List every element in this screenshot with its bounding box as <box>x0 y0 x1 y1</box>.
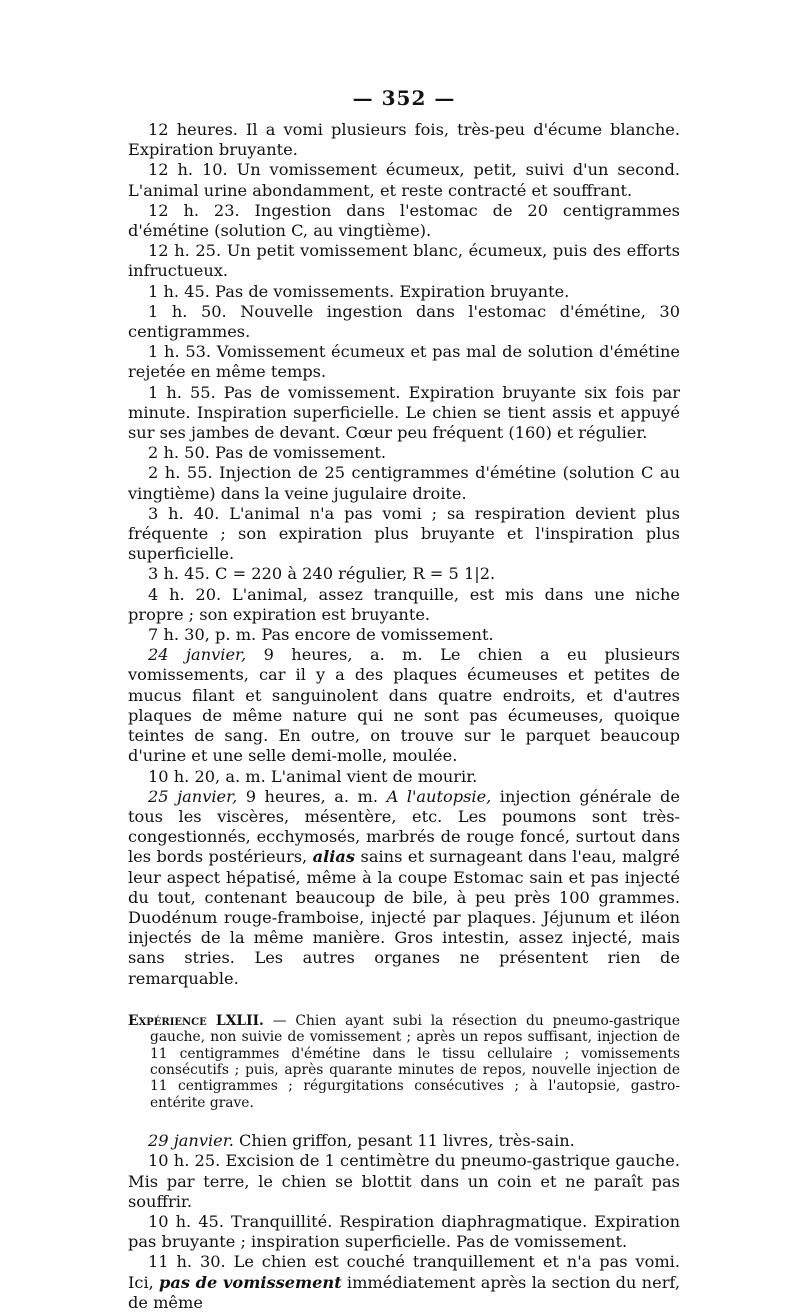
paragraph-text: 11 h. 30. Le chien est couché tranquillement et n'a pas vomi. Ici, <box>128 1252 680 1292</box>
paragraph-text: injection générale de tous les viscères, mésentère, etc. Les poumons sont très-congestionnés, ecchymosés, marbrés de rouge foncé, surtout dans les bords postérieurs, <box>128 786 680 867</box>
paragraph: 2 h. 55. Injection de 25 centigrammes d'émétine (solution C au vingtième) dans la veine jugulaire droite. <box>128 463 680 503</box>
paragraph-25-janvier <box>128 787 680 989</box>
experience-title: Expérience LXLII. <box>128 1012 264 1029</box>
experience-summary <box>128 1013 680 1111</box>
paragraph: 10 h. 25. Excision de 1 centimètre du pneumo-gastrique gauche. Mis par terre, le chien se blottit dans un coin et ne paraît pas souffrir. <box>128 1151 680 1211</box>
paragraph: 12 h. 25. Un petit vomissement blanc, écumeux, puis des efforts infructueux. <box>128 241 680 281</box>
paragraph: 1 h. 50. Nouvelle ingestion dans l'estomac d'émétine, 30 centigrammes. <box>128 301 680 342</box>
paragraph-text: 9 heures, a. m. Le chien a eu plusieurs vomissements, car il y a des plaques écumeuses et petites de mucus filant et sanguinolent dans quatre endroits, et d'autres plaques de même nature qui ne sont pas écumeuses, quoique teintes de sang. En outre, on trouve sur le parquet beaucoup d'urine et une selle demi-molle, moulée. <box>128 645 680 766</box>
paragraph: 12 h. 23. Ingestion dans l'estomac de 20 centigrammes d'émétine (solution C, au vingtième). <box>128 200 680 241</box>
paragraph-text: Chien griffon, pesant 11 livres, très-sain. <box>233 1131 575 1151</box>
emphasis-text: pas de vomissement <box>159 1272 342 1292</box>
paragraph: 1 h. 55. Pas de vomissement. Expiration bruyante six fois par minute. Inspiration superficielle. Le chien se tient assis et appuyé sur ses jambes de devant. Cœur peu fréquent (160) et régulier. <box>128 382 680 443</box>
date-29-janvier: 29 janvier. <box>148 1131 234 1151</box>
paragraph: 4 h. 20. L'animal, assez tranquille, est mis dans une niche propre ; son expiration est bruyante. <box>128 584 680 624</box>
book-page <box>128 86 680 1313</box>
date-25-janvier: 25 janvier, <box>148 786 238 806</box>
paragraph: 2 h. 50. Pas de vomissement. <box>148 443 387 463</box>
paragraph: 10 h. 20, a. m. L'animal vient de mourir. <box>148 766 478 786</box>
experience-text: — Chien ayant subi la résection du pneumo-gastrique gauche, non suivie de vomissement ; après un repos suffisant, injection de 11 centigrammes d'émétine dans le tissu cellulaire ; vomissements consécutifs ; puis, après quarante minutes de repos, nouvelle injection de 11 centigrammes ; régurgitations consécutives ; à l'autopsie, gastro-entérite grave. <box>150 1012 680 1111</box>
paragraph: 1 h. 53. Vomissement écumeux et pas mal de solution d'émétine rejetée en même temps. <box>128 342 680 382</box>
paragraph-text: immédiatement après la section du nerf, de même <box>128 1272 680 1312</box>
autopsie-label: A l'autopsie, <box>386 786 492 806</box>
alias-word: alias <box>312 847 356 867</box>
paragraph: 12 heures. Il a vomi plusieurs fois, très-peu d'écume blanche. Expiration bruyante. <box>128 120 680 160</box>
paragraph: 3 h. 45. C = 220 à 240 régulier, R = 5 1|2. <box>148 564 496 584</box>
paragraph: 1 h. 45. Pas de vomissements. Expiration bruyante. <box>148 281 570 301</box>
paragraph-29-janvier <box>128 1131 680 1151</box>
paragraph: 10 h. 45. Tranquillité. Respiration diaphragmatique. Expiration pas bruyante ; inspiration superficielle. Pas de vomissement. <box>128 1211 680 1252</box>
paragraph-11h30 <box>128 1252 680 1313</box>
paragraph: 3 h. 40. L'animal n'a pas vomi ; sa respiration devient plus fréquente ; son expiration plus bruyante et l'inspiration plus superficielle. <box>128 503 680 564</box>
paragraph-24-janvier <box>128 645 680 766</box>
date-24-janvier: 24 janvier, <box>148 645 247 665</box>
paragraph-text: sains et surnageant dans l'eau, malgré leur aspect hépatisé, même à la coupe Estomac sain et pas injecté du tout, contenant beaucoup de bile, à peu près 100 grammes. Duodénum rouge-framboise, injecté par plaques. Jéjunum et iléon injectés de la même manière. Gros intestin, assez injecté, mais sans stries. Les autres organes ne présentent rien de remarquable. <box>128 847 680 988</box>
paragraph: 7 h. 30, p. m. Pas encore de vomissement. <box>148 625 494 645</box>
paragraph-text: 9 heures, a. m. <box>237 786 387 806</box>
paragraph: 12 h. 10. Un vomissement écumeux, petit, suivi d'un second. L'animal urine abondamment, et reste contracté et souffrant. <box>128 160 680 200</box>
page-number: — 352 — <box>352 86 456 110</box>
